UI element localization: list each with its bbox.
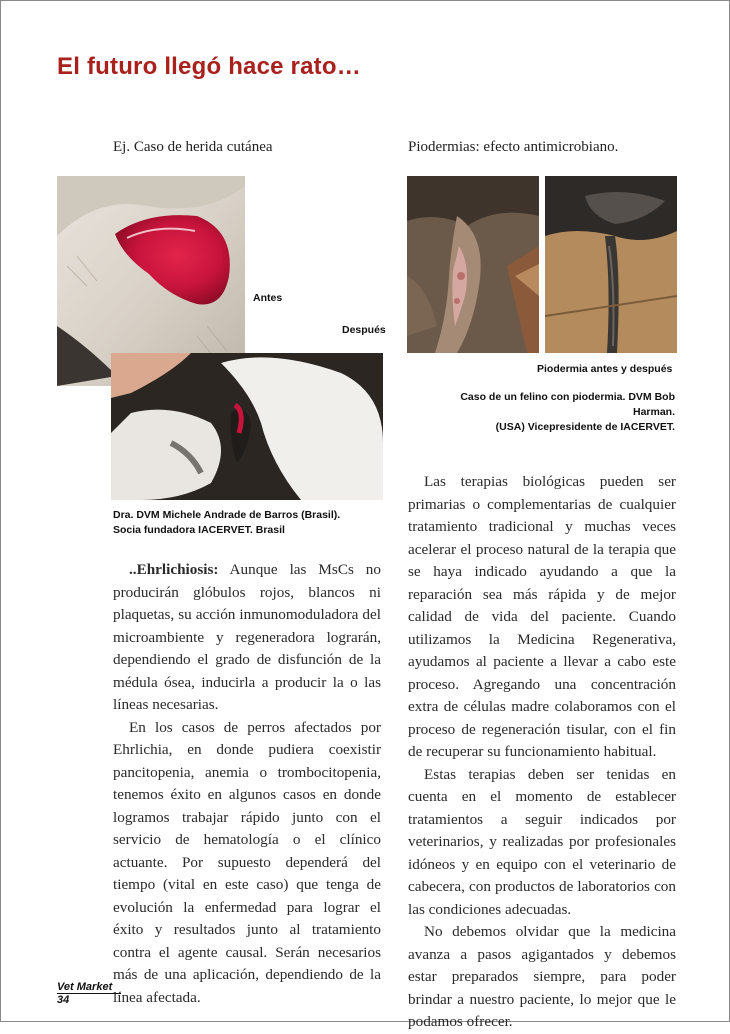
right-paragraph-2: Estas terapias deben ser tenidas en cuenta en el momento de establecer tratamientos a seguir indicados por veterinarios, y realizadas por profesionales idóneos y en equipo con el veterinario de cabecera, con productos de laboratorios con las condiciones adecuadas.: [408, 765, 676, 918]
after-label: Después: [342, 324, 386, 336]
pyoderma-after-photo: [545, 176, 677, 353]
page-title: El futuro llegó hace rato…: [57, 53, 361, 80]
left-credit-line2: Socia fundadora IACERVET. Brasil: [113, 524, 285, 536]
left-credit: [113, 508, 340, 538]
left-paragraph-2: En los casos de perros afectados por Ehrlichia, en donde pudiera coexistir pancitopenia, anemia o trombocitopenia, tenemos éxito en algunos casos en donde logramos trabajar rápido junto con el servicio de hematología o el clínico actuante. Por supuesto dependerá del tiempo (vital en este caso) que tenga de evolución la enfermedad para lograr el éxito y resultados junto al tratamiento contra el agente causal. Serán necesarios más de una aplicación, dependiendo de la línea afectada.: [113, 718, 381, 1006]
right-column-text: [408, 471, 676, 1034]
right-credit-line1: Caso de un felino con piodermia. DVM Bob Harman.: [460, 391, 675, 418]
right-credit: [437, 390, 675, 435]
right-paragraph-1: Las terapias biológicas pueden ser primarias o complementarias de cualquier tratamiento tradicional y muchas veces acelerar el proceso natural de la terapia que se haya indicado ayudando a que la reparación sea más rápida y de mejor calidad de vida del paciente. Cuando utilizamos la Medicina Regenerativa, ayudamos al paciente a llevar a cabo este proceso. Agregando una concentración extra de células madre colaboramos con el proceso de regeneración tisular, con el fin de recuperar su funcionamiento habitual.: [408, 473, 676, 760]
wound-after-photo: [111, 353, 383, 500]
right-credit-line2: (USA) Vicepresidente de IACERVET.: [495, 421, 675, 433]
left-column-text: [113, 559, 381, 1009]
before-label: Antes: [253, 292, 283, 304]
left-credit-line1: Dra. DVM Michele Andrade de Barros (Brasil).: [113, 509, 341, 521]
ehrlichiosis-lead: ..Ehrlichiosis:: [129, 561, 219, 578]
left-figure-heading: Ej. Caso de herida cutánea: [113, 139, 273, 155]
right-paragraph-3: No debemos olvidar que la medicina avanza a pasos agigantados y debemos estar preparados siempre, para poder brindar a nuestro paciente, lo mejor que le podamos ofrecer.: [408, 923, 676, 1030]
magazine-name: Vet Market: [57, 981, 113, 993]
page-number: 34: [57, 994, 70, 1006]
right-figure-heading: Piodermias: efecto antimicrobiano.: [408, 139, 619, 155]
right-caption: Piodermia antes y después: [537, 363, 673, 375]
pyoderma-before-photo: [407, 176, 539, 353]
page-footer: [57, 981, 121, 1006]
left-paragraph-1-body: Aunque las MsCs no producirán glóbulos rojos, blancos ni plaquetas, su acción inmunomoduladora del microambiente y regeneradora lograrán, dependiendo el grado de disfunción de la médula ósea, inducirla a producir la o las líneas necesarias.: [113, 561, 381, 713]
left-paragraph-1: [113, 559, 381, 717]
